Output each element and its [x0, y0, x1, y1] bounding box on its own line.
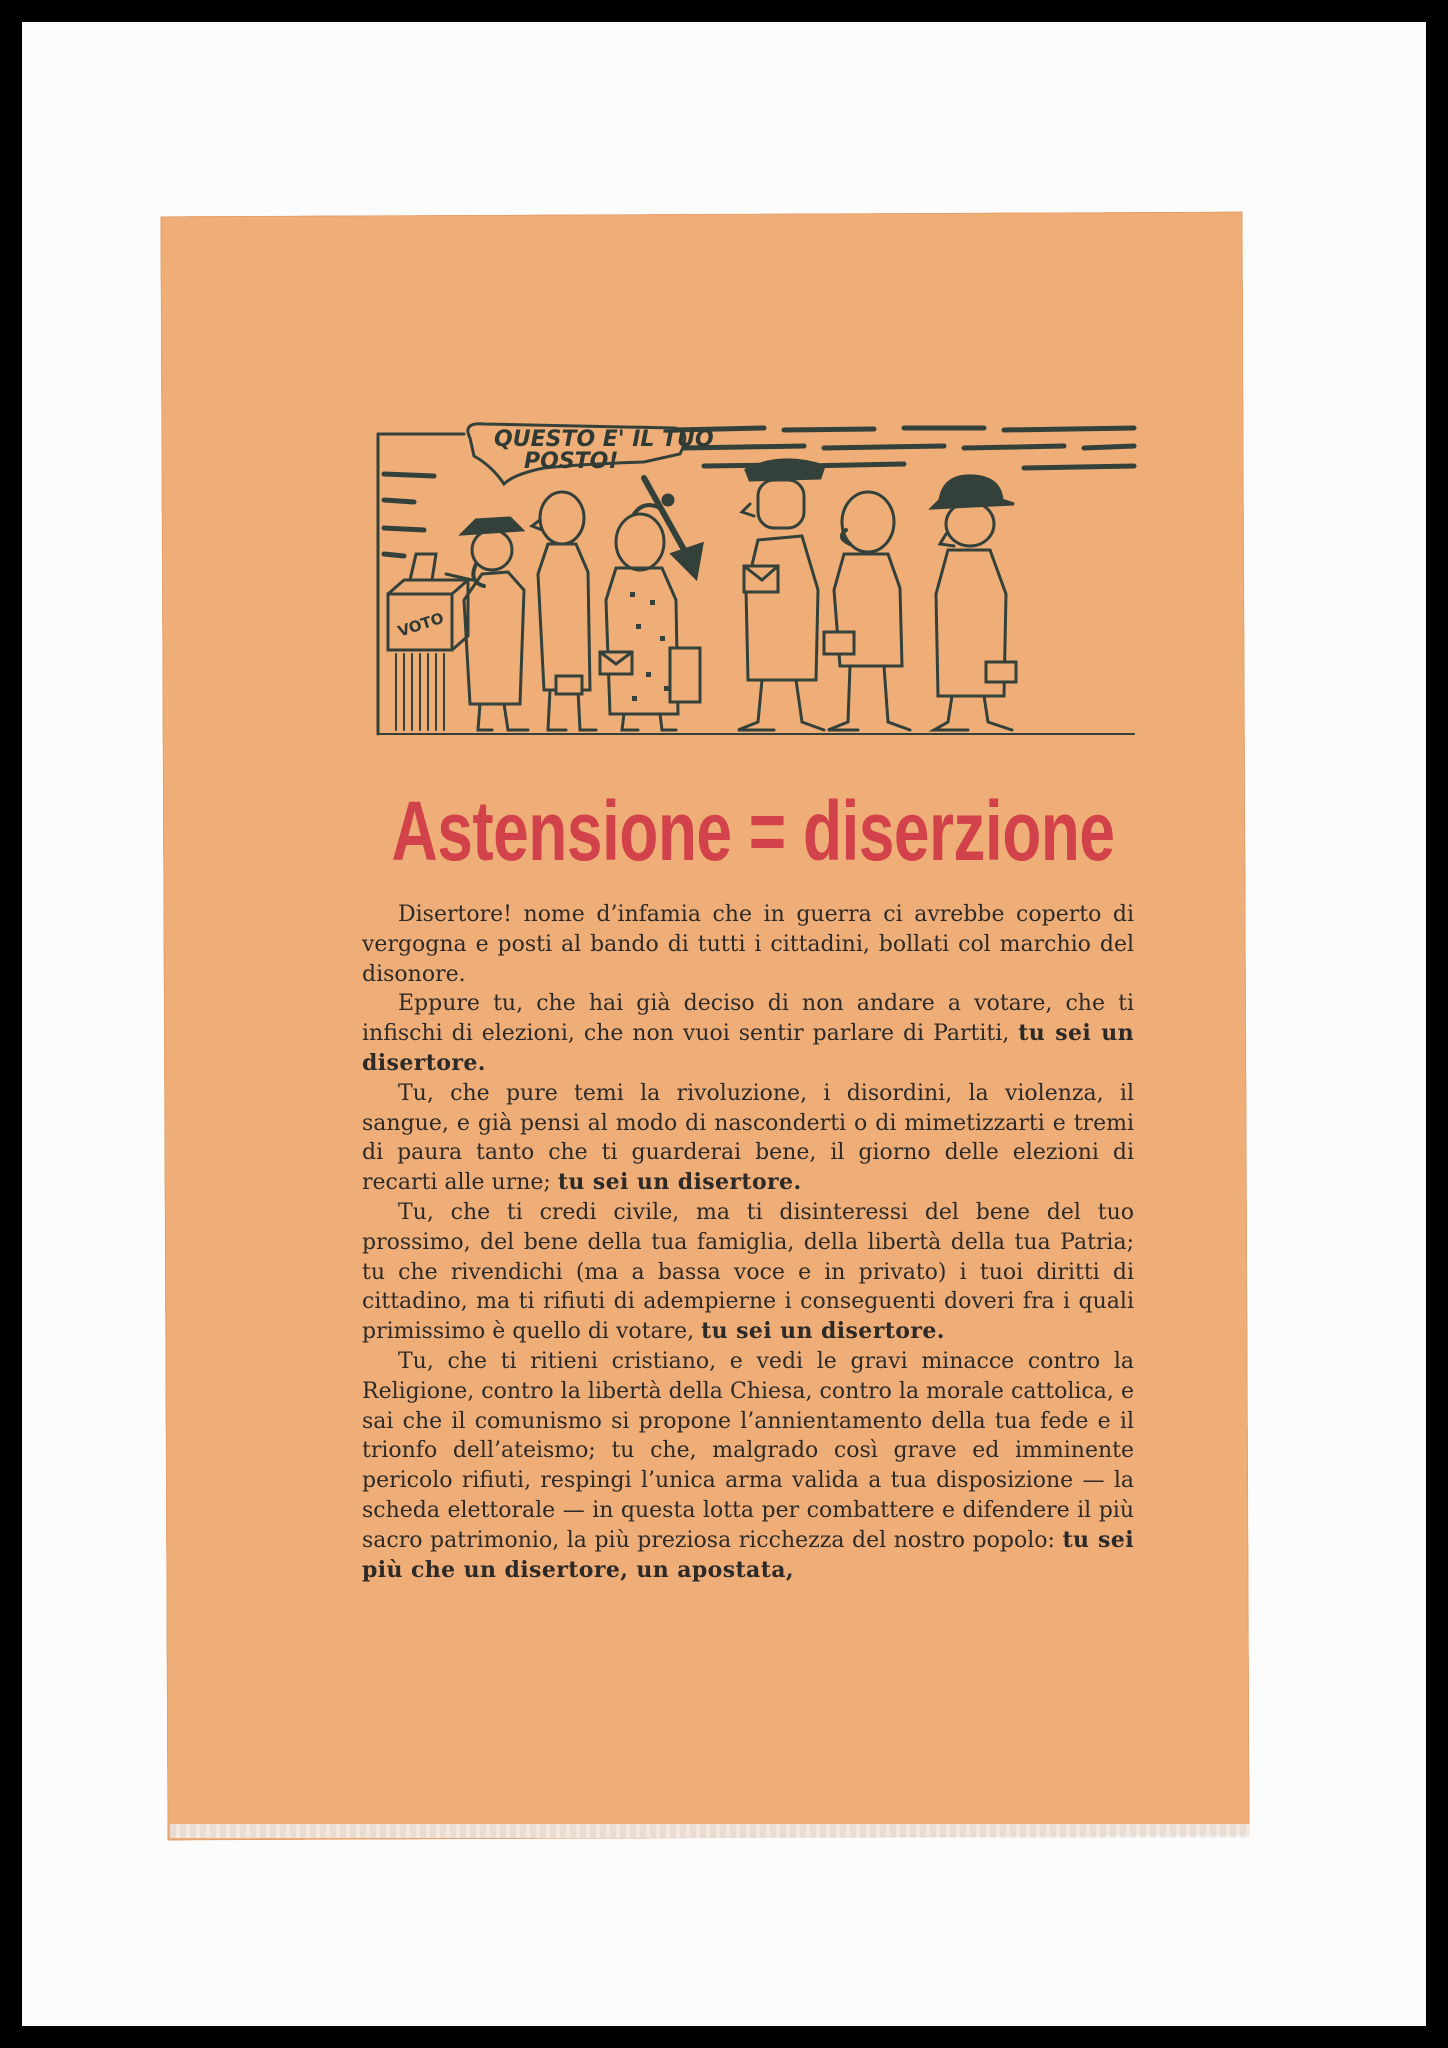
paragraph: Disertore! nome d’infamia che in guerra ci avrebbe coperto di vergogna e posti al bando di tutti i cittadini, bollati col marchio del disonore.: [362, 902, 1134, 987]
paragraph: Tu, che pure temi la rivoluzione, i disordini, la violenza, il sangue, e già pensi al modo di nasconderti o di mimetizzarti e tremi di paura tanto che ti guarderai bene, il giorno delle elezioni di recarti alle urne; tu sei un disertore.: [362, 1080, 1134, 1196]
paragraph: Eppure tu, che hai già deciso di non andare a votare, che ti infischi di elezioni, che non vuoi sentir parlare di Partiti, tu sei un disertore.: [362, 991, 1134, 1076]
paragraph: Tu, che ti credi civile, ma ti disinteressi del bene del tuo prossimo, del bene della tua famiglia, della libertà della tua Patria; tu che rivendichi (ma a bassa voce e in privato) i tuoi diritti di cittadino, ma ti rifiuti di adempierne i conseguenti doveri fra i quali primissimo è quello di votare, tu sei un disertore.: [362, 1199, 1134, 1345]
speech-bubble-line-1: QUESTO E' IL TUO: [494, 427, 714, 452]
leaflet-body: [362, 900, 1134, 1585]
headline: Astensione = diserzione: [391, 783, 1115, 879]
ballot-box-label: VOTO: [395, 608, 447, 641]
speech-bubble-line-2: POSTO!: [524, 449, 619, 474]
plastic-sleeve-edge: [170, 1824, 1250, 1838]
cartoon-voting-queue: [344, 404, 1144, 744]
paragraph: Tu, che ti ritieni cristiano, e vedi le gravi minacce contro la Religione, contro la libertà della Chiesa, contro la morale cattolica, e sai che il comunismo si propone l’annientamento della tua fede e il trionfo dell’ateismo; tu che, malgrado così grave ed imminente pericolo rifiuti, respingi l’unica arma valida a tua disposizione — la scheda elettorale — in questa lotta per combattere e difendere il più sacro patrimonio, la più preziosa ricchezza del nostro popolo: tu sei più che un disertore, un apostata,: [362, 1348, 1134, 1583]
